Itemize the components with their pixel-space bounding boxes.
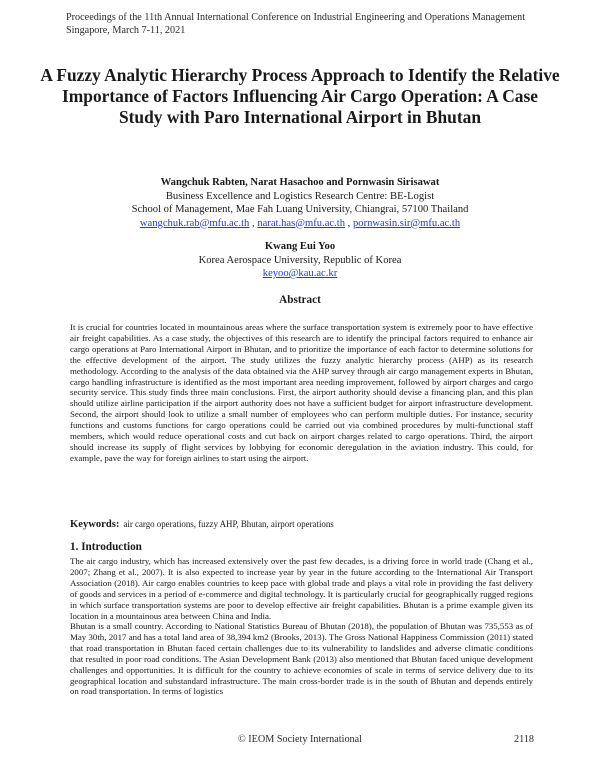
keywords-label: Keywords: <box>70 519 120 530</box>
author-emails <box>0 217 600 231</box>
abstract-text: It is crucial for countries located in mountainous areas where the surface transportation system is extremely poor to have effective air freight capabilities. As a case study, the objectives of this research are to identify the principal factors required to enhance air cargo operations at Paro International Airport in Bhutan, and to prioritize the importance of each factor to determine solutions for the effective development of the airport. The study utilizes the fuzzy analytic hierarchy process (AHP) as its research methodology. According to the analysis of the data obtained via the AHP survey through air cargo management experts in Bhutan, cargo handling infrastructure is identified as the most important area needing improvement, followed by airport charges and cargo security service. This study finds three main conclusions. First, the airport authority should devise a financing plan, and this plan should utilize airline participation if the airport authority does not have a sufficient budget for airport infrastructure development. Second, the airport should look to utilize a small number of employees who can perform multiple duties. For instance, security functions and customs functions for cargo operations could be carried out via combined procedures by multi-functional staff members, which would reduce operational costs and cut back on airport charges related to cargo operations. Third, the airport should increase its supply of flight services by lobbying for economic deregulation in the aviation industry. This could, for example, pave the way for foreign airlines to start using the airport. <box>70 322 533 463</box>
author-affiliation: Business Excellence and Logistics Research Centre: BE-Logist <box>165 190 435 202</box>
author-affiliation: Korea Aerospace University, Republic of Korea <box>198 254 402 266</box>
email-link[interactable]: narat.has@mfu.ac.th <box>257 217 346 229</box>
intro-paragraph: The air cargo industry, which has increased extensively over the past few decades, is a driving force in world trade (Chang et al., 2007; Zhang et al., 2007). It is also expected to increase year by year in the future according to the International Air Transport Association (2018). Air cargo enables countries to keep pace with global trade and plays a vital role in providing the fast delivery of goods and services in a period of e-commerce and digital technology. It is particularly crucial for geographically rugged regions in which surface transportation systems are poor to develop effective air freight capabilities. Bhutan is a prime example given its location in a mountainous area between China and India. <box>70 556 533 621</box>
section-heading: 1. Introduction <box>70 541 142 553</box>
email-link[interactable]: pornwasin.sir@mfu.ac.th <box>352 217 461 229</box>
email-separator: , <box>249 217 258 229</box>
email-link[interactable]: keyoo@kau.ac.kr <box>262 268 338 279</box>
author-names: Wangchuk Rabten, Narat Hasachoo and Pornwasin Sirisawat <box>160 177 440 188</box>
email-separator: , <box>345 217 353 229</box>
author-block-1 <box>0 176 600 230</box>
header-location-line: Singapore, March 7-11, 2021 <box>66 25 186 36</box>
page-number: 2118 <box>514 734 534 745</box>
author-block-2 <box>0 240 600 281</box>
email-link[interactable]: wangchuk.rab@mfu.ac.th <box>139 217 250 229</box>
intro-paragraph: Bhutan is a small country. According to National Statistics Bureau of Bhutan (2018), the population of Bhutan was 735,553 as of May 30th, 2017 and has a total land area of 38,394 km2 (Brooks, 2013). The Gross National Happiness Commission (2011) stated that road transportation in Bhutan faced certain challenges due to its vulnerability to landslides and adverse climatic conditions that resulted in poor road conditions. The Asian Development Bank (2013) also mentioned that Bhutan faced unique development challenges and opportunities. It is difficult for the country to achieve economies of scale in terms of service delivery due to its geographical location and substandard infrastructure. The main cross-border trade is in the south of Bhutan and depends entirely on road transportation. In terms of logistics <box>70 621 533 697</box>
abstract-heading: Abstract <box>279 294 321 306</box>
header-conference-line: Proceedings of the 11th Annual International Conference on Industrial Engineering and Operations Management <box>66 12 526 23</box>
keywords-text: air cargo operations, fuzzy AHP, Bhutan, airport operations <box>123 519 334 529</box>
footer-copyright: © IEOM Society International <box>237 734 363 745</box>
paper-title: A Fuzzy Analytic Hierarchy Process Approach to Identify the Relative Importance of Factors Influencing Air Cargo Operation: A Case Study with Paro International Airport in Bhutan <box>40 65 560 127</box>
keywords <box>70 519 533 530</box>
author-names: Kwang Eui Yoo <box>264 241 336 252</box>
author-address: School of Management, Mae Fah Luang University, Chiangrai, 57100 Thailand <box>131 204 469 215</box>
proceedings-header <box>66 11 566 37</box>
